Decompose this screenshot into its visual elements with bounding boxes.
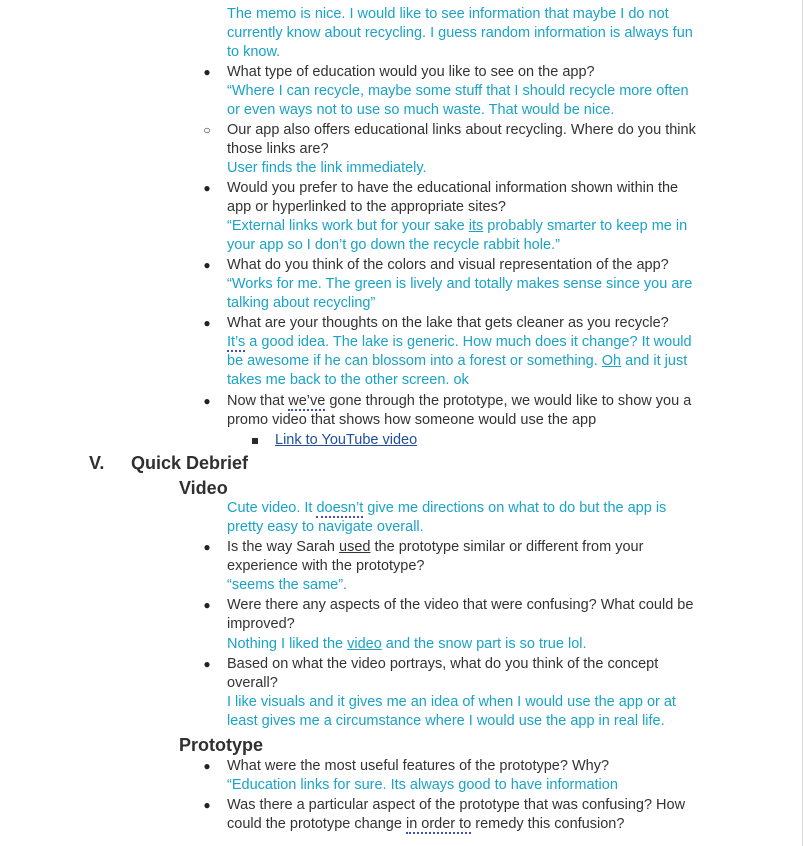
- text-run: give me directions on what to do but the app is: [363, 500, 667, 516]
- answer-line: pretty easy to navigate overall.: [227, 519, 424, 535]
- marked-word[interactable]: video: [347, 636, 382, 652]
- answer-line: User finds the link immediately.: [227, 160, 427, 176]
- text-run: remedy this confusion?: [471, 816, 625, 832]
- answer-line: [227, 635, 587, 654]
- text-run: be awesome if he can blossom into a forest or something.: [227, 353, 602, 369]
- answer-line: “Works for me. The green is lively and totally makes sense since you are: [227, 276, 693, 292]
- question-line: those links are?: [227, 141, 329, 157]
- question-line: improved?: [227, 616, 295, 632]
- question-line: Was there a particular aspect of the prototype that was confusing? How: [227, 797, 686, 813]
- text-run: and the snow part is so true lol.: [381, 636, 587, 652]
- text-run: the prototype similar or different from your: [370, 539, 644, 555]
- question-line: What do you think of the colors and visual representation of the app?: [227, 257, 669, 273]
- question-line: What were the most useful features of the prototype? Why?: [227, 758, 610, 774]
- question-line: app or hyperlinked to the appropriate sites?: [227, 199, 506, 215]
- bullet-icon: ●: [203, 316, 211, 330]
- square-bullet-icon: [252, 438, 258, 444]
- bullet-icon: ●: [203, 798, 211, 812]
- bullet-icon: ●: [203, 540, 211, 554]
- text-run: Now that: [227, 393, 289, 409]
- text-run: gone through the prototype, we would like to show you a: [325, 393, 692, 409]
- answer-line: currently know about recycling. I guess random information is always fun: [227, 25, 693, 41]
- answer-line: “Education links for sure. Its always good to have information: [227, 777, 618, 793]
- marked-word[interactable]: Oh: [601, 353, 622, 369]
- bullet-icon: ●: [203, 181, 211, 195]
- answer-line: your app so I don’t go down the recycle rabbit hole.”: [227, 237, 560, 253]
- text-run: probably smarter to keep me in: [483, 218, 688, 234]
- question-line: [227, 392, 691, 411]
- text-run: “External links work but for your sake: [227, 218, 469, 234]
- subheading-prototype: Prototype: [179, 735, 264, 755]
- answer-line: least gives me a circumstance where I would use the app in real life.: [227, 713, 665, 729]
- answer-line: [227, 352, 687, 371]
- marked-word[interactable]: its: [468, 218, 484, 234]
- answer-line: [227, 217, 687, 236]
- question-line: overall?: [227, 675, 278, 691]
- question-line: Were there any aspects of the video that were confusing? What could be: [227, 597, 694, 613]
- text-run: and it just: [621, 353, 688, 369]
- text-run: Is the way Sarah: [227, 539, 340, 555]
- answer-line: or even ways not to use so much waste. That would be nice.: [227, 102, 615, 118]
- question-line: Our app also offers educational links about recycling. Where do you think: [227, 122, 696, 138]
- section-number: V.: [89, 453, 105, 473]
- text-run: a good idea. The lake is generic. How much does it change? It would: [245, 334, 692, 350]
- question-line: [227, 815, 624, 834]
- question-line: Would you prefer to have the educational information shown within the: [227, 180, 679, 196]
- marked-word[interactable]: used: [339, 539, 371, 555]
- question-line: promo video that shows how someone would use the app: [227, 412, 597, 428]
- question-line: What are your thoughts on the lake that gets cleaner as you recycle?: [227, 315, 669, 331]
- marked-word[interactable]: in order to: [405, 816, 472, 832]
- question-line: experience with the prototype?: [227, 558, 425, 574]
- text-run: could the prototype change: [227, 816, 406, 832]
- answer-line: “Where I can recycle, maybe some stuff that I should recycle more often: [227, 83, 689, 99]
- answer-line: The memo is nice. I would like to see information that maybe I do not: [227, 6, 669, 22]
- bullet-icon: ●: [203, 258, 211, 272]
- marked-word[interactable]: we’ve: [288, 393, 326, 409]
- bullet-icon: ●: [203, 394, 211, 408]
- bullet-icon: ●: [203, 657, 211, 671]
- text-run: Cute video. It: [227, 500, 317, 516]
- bullet-icon: ●: [203, 759, 211, 773]
- section-title: Quick Debrief: [131, 453, 249, 473]
- question-line: Based on what the video portrays, what do you think of the concept: [227, 656, 659, 672]
- text-run: Nothing I liked the: [227, 636, 348, 652]
- answer-line: takes me back to the other screen. ok: [227, 372, 469, 388]
- bullet-icon: ●: [203, 65, 211, 79]
- hollow-bullet-icon: ○: [203, 123, 211, 137]
- marked-word[interactable]: doesn’t: [316, 500, 364, 516]
- question-line: What type of education would you like to see on the app?: [227, 64, 595, 80]
- answer-line: talking about recycling”: [227, 295, 376, 311]
- question-line: [227, 538, 643, 557]
- answer-line: [227, 499, 666, 518]
- marked-word[interactable]: It’s: [227, 334, 246, 350]
- answer-line: [227, 333, 692, 352]
- subheading-video: Video: [179, 478, 228, 498]
- answer-line: I like visuals and it gives me an idea of when I would use the app or at: [227, 694, 676, 710]
- youtube-video-link[interactable]: Link to YouTube video: [275, 432, 418, 448]
- answer-line: to know.: [227, 44, 281, 60]
- answer-line: “seems the same”.: [227, 577, 348, 593]
- bullet-icon: ●: [203, 598, 211, 612]
